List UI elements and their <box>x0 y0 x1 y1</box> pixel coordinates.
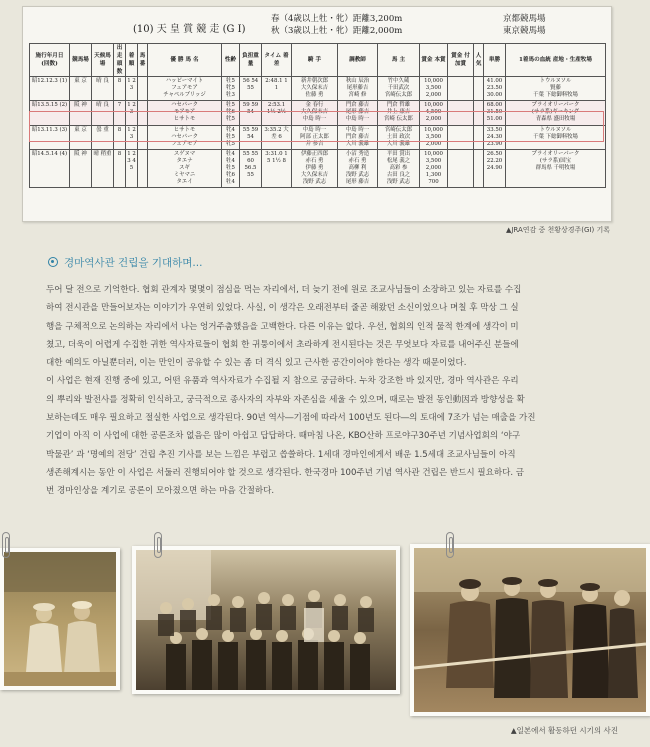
table-cell: 2:53.1 1½ 2½ <box>262 101 292 125</box>
table-cell: 牝4 牡5 牝5 <box>222 125 240 149</box>
table-cell: 牡5 牝6 牝5 <box>222 101 240 125</box>
venue-spring: 京都競馬場 <box>503 14 546 24</box>
table-cell <box>138 125 148 149</box>
table-cell <box>138 149 148 187</box>
table-cell: トウルヌソル 千葉 下総御料牧場 <box>506 125 606 149</box>
table-cell: ハッピーマイト フェアモア チャペルブリッジ <box>148 77 222 101</box>
sheet-title: (10) 天 皇 賞 競 走 (G I) <box>133 24 246 35</box>
table-cell: 昭13.11.3 (3) <box>30 125 70 149</box>
sheet-header <box>23 7 611 43</box>
table-cell: 平田 賞出 松尾 義之 高彩 参 古田 良之 浅野 武志 <box>378 149 420 187</box>
table-cell: 59 59 54 <box>240 101 262 125</box>
table-cell <box>448 125 474 149</box>
table-cell: 10,000 3,500 2,000 <box>420 77 448 101</box>
table-cell: 晴 良 <box>92 101 114 125</box>
table-cell: ヒサトモ ハセパーク フェアモア <box>148 125 222 149</box>
table-cell: 8 <box>114 77 126 101</box>
table-cell: 41.00 23.50 30.00 <box>484 77 506 101</box>
table-cell: 牡4 牡4 牡5 牝6 牡4 <box>222 149 240 187</box>
table-cell: 新井朝次郎 大久保末吉 佐藤 勇 <box>292 77 338 101</box>
table-cell: 阪 神 <box>70 149 92 187</box>
table-cell: 昭12.12.3 (1) <box>30 77 70 101</box>
table-cell <box>448 77 474 101</box>
table-cell <box>448 101 474 125</box>
table-cell: トウルヌソル 賢藤 千葉 下総御料牧場 <box>506 77 606 101</box>
table-cell: 伊藤正四郎 赤石 勇 伊藤 勇 大久保末吉 浅野 武志 <box>292 149 338 187</box>
table-cell <box>138 77 148 101</box>
table-cell <box>138 101 148 125</box>
table-cell: 26.50 22.20 24.90 <box>484 149 506 187</box>
table-cell: 秋山 辰治 尾形藤吉 宮崎 修 <box>338 77 378 101</box>
table-cell: 2:48.1 1 1 <box>262 77 292 101</box>
table-cell: 牡5 牝5 牡3 <box>222 77 240 101</box>
table-cell: 1 2 3 <box>126 101 138 125</box>
table-cell: 55 55 60 56.5 55 <box>240 149 262 187</box>
table-cell: 昭14.5.14 (4) <box>30 149 70 187</box>
table-cell <box>474 101 484 125</box>
race-record-sheet <box>22 6 612 222</box>
table-cell: 1 2 3 4 5 <box>126 149 138 187</box>
results-header-cell: 賞金 本賞 <box>420 44 448 77</box>
table-cell: 56 54 55 <box>240 77 262 101</box>
table-cell: 7 <box>114 101 126 125</box>
table-cell: 門倉 哲雄 井上 康吉 宮崎 伝太郎 <box>378 101 420 125</box>
table-cell <box>474 125 484 149</box>
table-cell: 3:31.0 1 5 1½ 8 <box>262 149 292 187</box>
table-cell: 33.50 24.30 23.90 <box>484 125 506 149</box>
table-cell: 3:35.2 大差 6 <box>262 125 292 149</box>
photo-middle <box>132 546 400 694</box>
paperclip-icon-2 <box>154 532 162 558</box>
bullet-circle-icon <box>48 257 58 267</box>
table-cell <box>448 149 474 187</box>
results-header-cell: 出走頭数 <box>114 44 126 77</box>
table-cell: 門倉 藤吉 尾形 藤吉 中島 時一 <box>338 101 378 125</box>
results-header-cell: 天候馬場 <box>92 44 114 77</box>
table-cell <box>474 77 484 101</box>
record-caption: ▲JRA연감 중 천황상경주(GI) 기록 <box>505 226 610 234</box>
table-cell: 中島 時一 門倉 藤吉 大川 義雄 <box>338 125 378 149</box>
condition-autumn: 秋（3歳以上牡・牝）距離2,000m <box>271 26 403 36</box>
table-cell: 晴 良 <box>92 77 114 101</box>
results-body <box>30 77 606 188</box>
results-header-cell: 単勝 <box>484 44 506 77</box>
photo-left <box>0 548 120 690</box>
paperclip-icon-3 <box>446 532 454 558</box>
results-table <box>29 43 606 188</box>
results-header-cell: 騎 手 <box>292 44 338 77</box>
results-header-cell: 賞金 付加賞 <box>448 44 474 77</box>
table-cell: 8 <box>114 125 126 149</box>
results-header-cell: 性齢 <box>222 44 240 77</box>
results-header-cell: 調教師 <box>338 44 378 77</box>
section-heading-text: 경마역사관 건립을 기대하며... <box>64 257 203 269</box>
table-cell: 8 <box>114 149 126 187</box>
results-header-row <box>30 44 606 77</box>
table-cell: 阪 神 <box>70 101 92 125</box>
table-cell: プライオリーパーク (サラ系)国宝 群馬県 千明牧場 <box>506 149 606 187</box>
table-cell: 68.00 31.50 51.00 <box>484 101 506 125</box>
sheet-conditions <box>271 13 402 37</box>
results-header-cell: 人気 <box>474 44 484 77</box>
paperclip-icon <box>2 532 10 558</box>
table-cell: スゲヌマ タエナ スギ ミヤマニ タエイ <box>148 149 222 187</box>
photo-right <box>410 544 650 716</box>
results-header-cell: 負担重量 <box>240 44 262 77</box>
table-cell: 1 2 3 <box>126 125 138 149</box>
section-heading <box>48 255 202 270</box>
table-cell: 小沼 秀造 赤石 勇 高柳 利 浅野 武志 尾形 藤吉 <box>338 149 378 187</box>
results-header-cell: 競馬場 <box>70 44 92 77</box>
table-cell: 曇 重 <box>92 125 114 149</box>
sheet-venues <box>503 13 546 37</box>
venue-autumn: 東京競馬場 <box>503 26 546 36</box>
photo-riders-image <box>414 548 646 712</box>
condition-spring: 春（4歳以上牡・牝）距離3,200m <box>271 14 403 24</box>
table-cell: 中島 時一 阿部 正太郎 井 参吉 <box>292 125 338 149</box>
paragraph-2: 이 사업은 현재 진행 중에 있고, 어떤 유품과 역사자료가 수집될 지 참으로 궁금하다. 누차 강조한 바 있지만, 경마 역사관은 우리 의 뿌리와 발전사를 정확히 인식하고, 궁극적으로 종사자의 자부와 자존심을 세울 수 있으며, 때로는 발전 동인動因과 방향성을 확 보하는데도 매우 필요하고 절실한 사업으로 생각된다. 90년 역사―기점에 따라서 100년도 된다―의 토대에 7조가 넘는 매출을 가진 기업이 아직 이 사업에 대한 공론조차 없음은 많이 아쉽고 답답하다. 때마침 나온, KBO산하 프로야구30주년 기념사업회의 ‘야구 박물관’ 과 ‘명예의 전당’ 건립 추진 기사를 보는 느낌은 부럽고 씁쓸하다. 1세대 경마인에게서 배운 1.5세대 조교사님들이 아직 생존해계시는 동안 이 사업은 서둘러 진행되어야 할 것으로 생각된다. 한국경마 100주년 기념 역사관 건립은 반드시 필요하다. 금 번 경마인상을 계기로 공론이 모아졌으면 하는 마음 간절하다. <box>46 376 536 497</box>
table-cell: 竹中久蔵 千田武次 宮崎伝太郎 <box>378 77 420 101</box>
table-cell: 昭13.5.15 (2) <box>30 101 70 125</box>
table-row <box>30 149 606 187</box>
results-header-cell: 施行年月日 (回数) <box>30 44 70 77</box>
results-header-cell: 優 勝 馬 名 <box>148 44 222 77</box>
results-header-cell: 馬番 <box>138 44 148 77</box>
photo-group-image <box>136 550 396 690</box>
results-header-cell: 馬 主 <box>378 44 420 77</box>
table-cell: 10,000 3,500 2,000 <box>420 125 448 149</box>
table-cell: 晴 稍重 <box>92 149 114 187</box>
table-cell <box>474 149 484 187</box>
article-body <box>46 281 608 501</box>
table-cell: 10,000 3,500 2,000 1,300 700 <box>420 149 448 187</box>
table-cell: プライオリーパーク (サラ系)ギーキング 青森県 盛田牧場 <box>506 101 606 125</box>
table-row <box>30 101 606 125</box>
table-cell: 東 京 <box>70 125 92 149</box>
table-row <box>30 77 606 101</box>
table-cell: ハセパーク モアモア ヒサトモ <box>148 101 222 125</box>
results-header-cell: 着順 <box>126 44 138 77</box>
table-cell: 55 59 54 <box>240 125 262 149</box>
table-cell: 東 京 <box>70 77 92 101</box>
table-cell: 金 春行 大久保末吉 中島 時一 <box>292 101 338 125</box>
table-cell: 1 2 3 <box>126 77 138 101</box>
photo-two-men-image <box>4 552 116 686</box>
results-header-cell: タイム 着差 <box>262 44 292 77</box>
table-cell: 10,000 4,500 2,000 <box>420 101 448 125</box>
table-row <box>30 125 606 149</box>
table-cell: 宮崎伝太郎 土田 政次 大川 義雄 <box>378 125 420 149</box>
paragraph-1: 두어 달 전으로 기억한다. 협회 관계자 몇몇이 점심을 먹는 자리에서, 더 늦기 전에 원로 조교사님들이 소장하고 있는 자료를 수집 하여 전시관을 만들어보자는 이야기가 우연히 있었다. 사실, 이 생각은 오래전부터 줄곧 해왔던 소신이었으나 며칠 후 막상 그 실 행을 구체적으로 논의하는 자리에서 나는 엉거주춤했음을 고백한다. 다른 이유는 없다. 우선, 협회의 인적 물적 한계에 생각이 미 쳤고, 더욱이 어렵게 수집한 귀한 역사자료들이 협회 한 귀퉁이에서 초라하게 전시된다는 것은 무엇보다 자료를 내어주신 분들에 대한 예의도 아닐뿐더러, 이는 만인이 공유할 수 있는 좀 더 격식 있고 근사한 공간이어야 한다는 생각 때문이었다. <box>46 285 522 369</box>
results-header-cell: 1着馬の血統 産地・生産牧場 <box>506 44 606 77</box>
photos-caption: ▲일본에서 활동하던 시기의 사진 <box>510 726 618 735</box>
